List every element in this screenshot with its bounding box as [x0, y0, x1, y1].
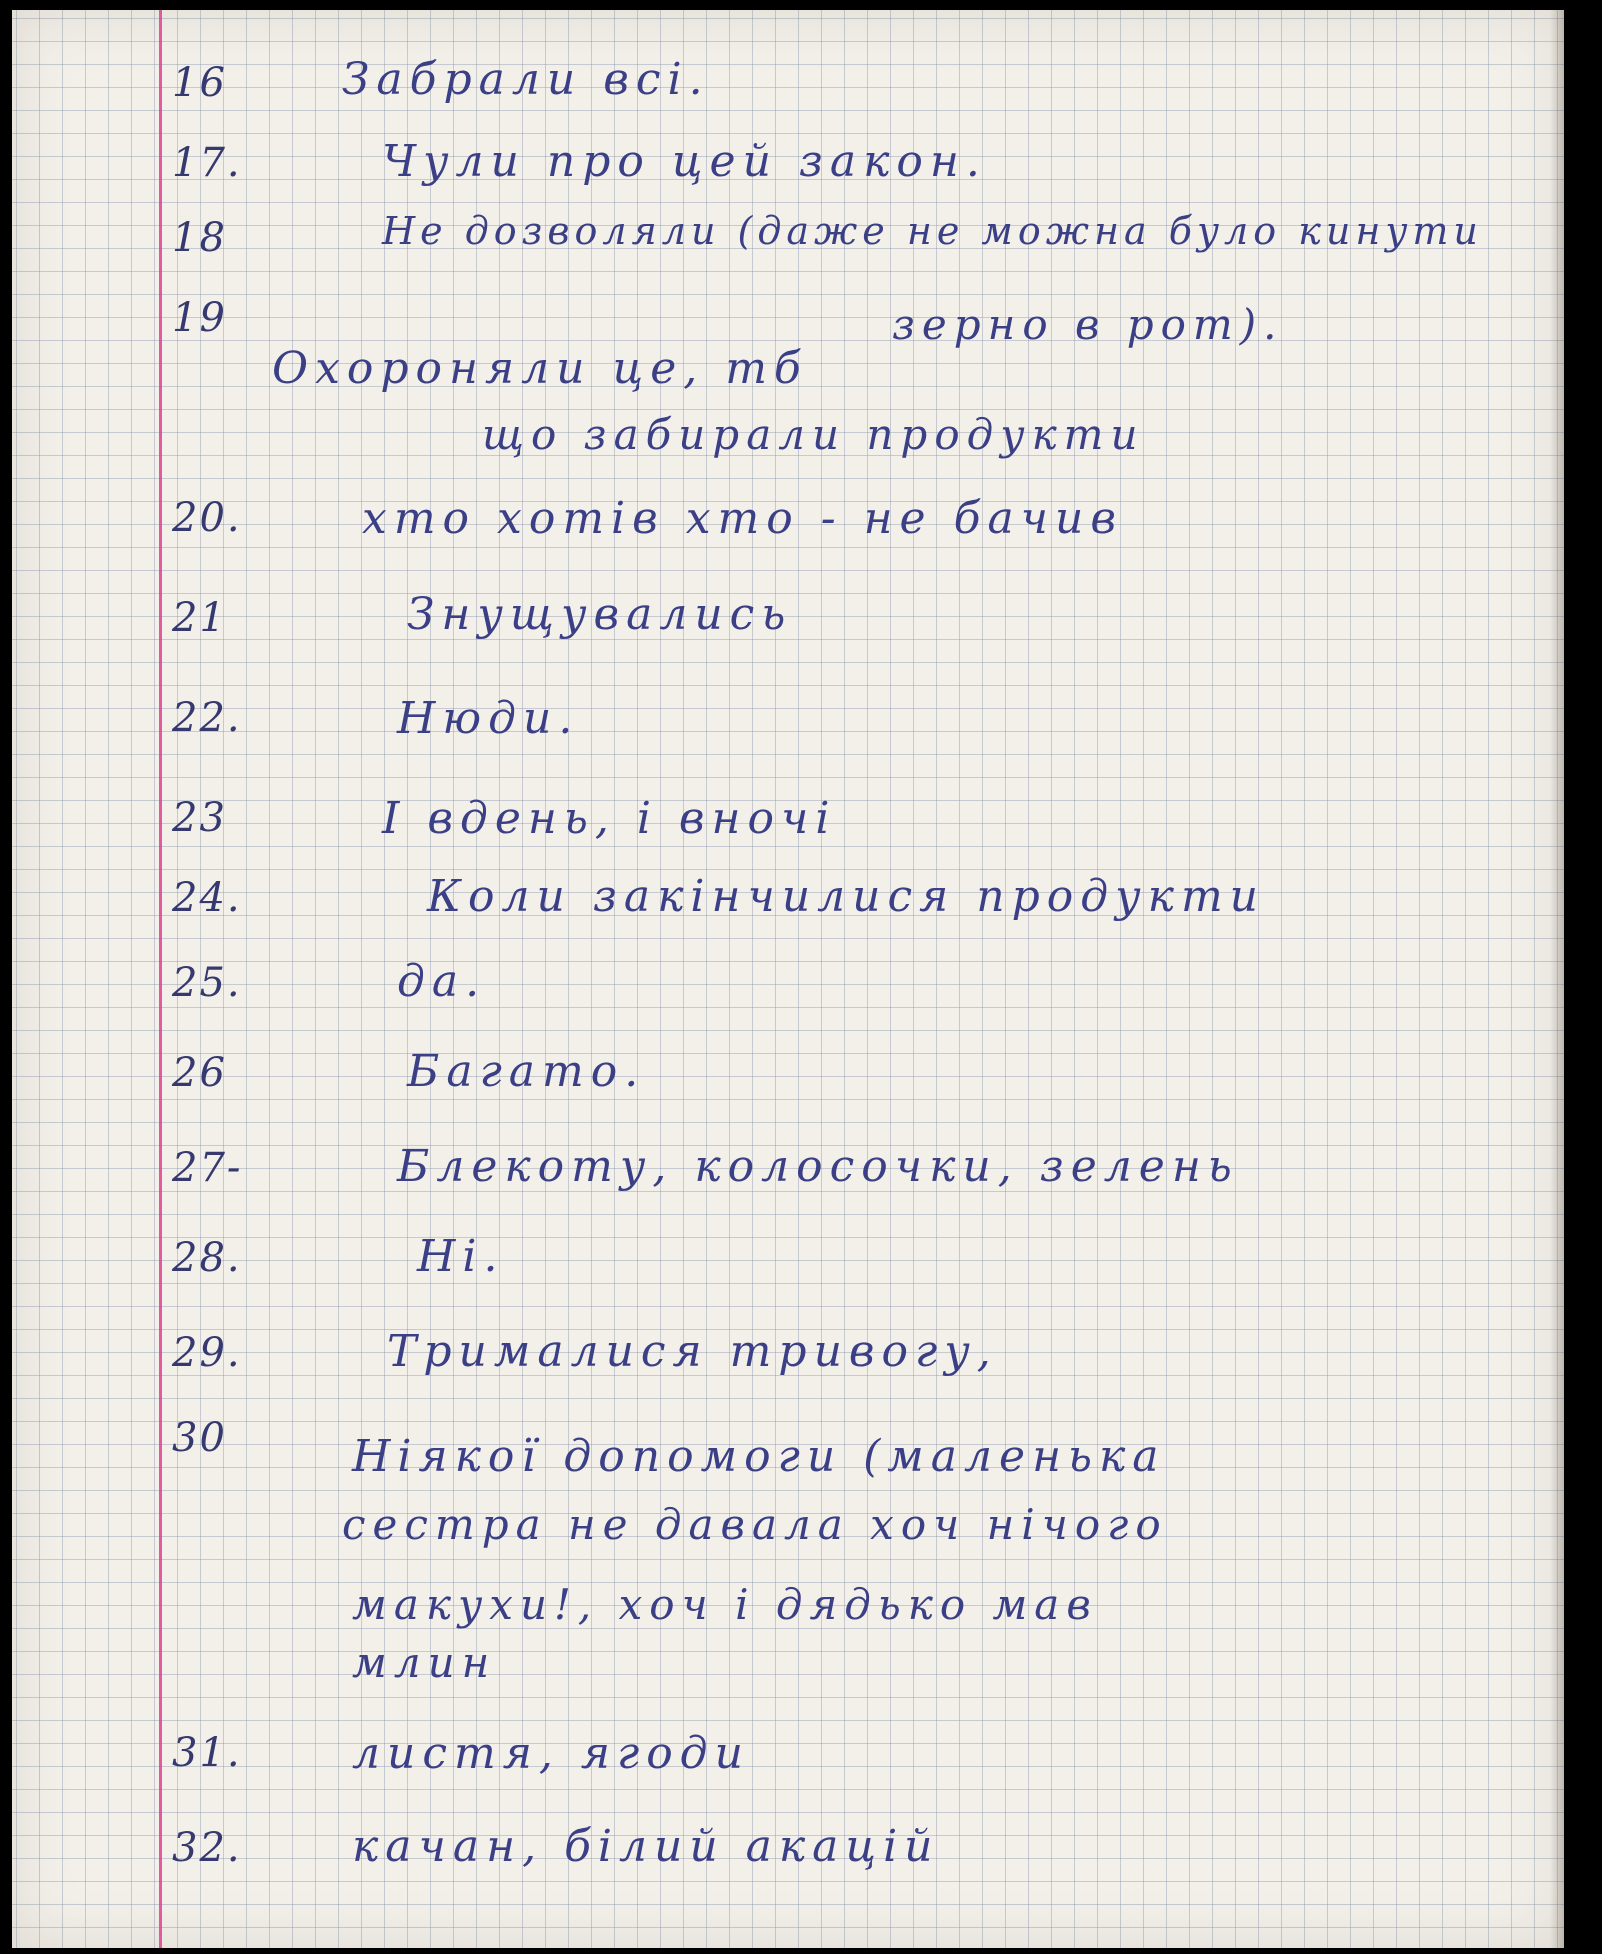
line-number: 23 [172, 795, 227, 841]
line-text: листя, ягоди [352, 1728, 750, 1779]
answer-line-16 [12, 54, 1564, 120]
line-number: 30 [172, 1415, 227, 1461]
line-number: 24. [172, 875, 242, 921]
line-number: 22. [172, 695, 242, 741]
line-text: Охороняли це, тб [272, 343, 808, 394]
line-text: Коли закінчилися продукти [427, 871, 1266, 922]
line-text: макухи!, хоч і дядько мав [352, 1580, 1098, 1629]
line-number: 19 [172, 295, 227, 341]
answer-line-18 [12, 209, 1564, 275]
answer-line-21 [12, 589, 1564, 655]
line-text: Чули про цей закон. [382, 136, 987, 187]
line-number: 27- [172, 1145, 243, 1191]
line-number: 26 [172, 1050, 227, 1096]
line-text: качан, білий акацій [352, 1821, 940, 1872]
answer-line-31 [12, 1730, 1564, 1790]
line-number: 31. [172, 1730, 242, 1776]
line-number: 32. [172, 1825, 242, 1871]
line-text: І вдень, і вночі [382, 793, 837, 844]
answer-line-20 [12, 495, 1564, 555]
line-text: да. [397, 956, 487, 1007]
line-text: Трималися тривогу, [387, 1326, 998, 1377]
line-number: 25. [172, 960, 242, 1006]
line-text: сестра не давала хоч нічого [342, 1500, 1168, 1549]
answer-line-19-continued [12, 410, 1564, 470]
answer-line-17 [12, 136, 1564, 200]
line-number: 28. [172, 1235, 242, 1281]
answer-line-29 [12, 1326, 1564, 1390]
answer-line-26 [12, 1046, 1564, 1110]
answer-line-27 [12, 1141, 1564, 1205]
answer-line-22 [12, 695, 1564, 755]
line-number: 29. [172, 1330, 242, 1376]
line-number: 18 [172, 215, 227, 261]
answer-line-30-continued-1 [12, 1500, 1564, 1560]
answer-line-25 [12, 956, 1564, 1020]
line-text: Ніякої допомоги (маленька [352, 1431, 1166, 1482]
line-number: 16 [172, 60, 227, 106]
line-text: млин [352, 1638, 497, 1687]
notebook-page [12, 10, 1564, 1948]
answer-line-30-continued-3 [12, 1640, 1564, 1700]
line-text: що забирали продукти [482, 410, 1145, 459]
answer-line-28 [12, 1231, 1564, 1295]
line-text: зерно в рот). [892, 300, 1284, 349]
answer-line-23 [12, 795, 1564, 855]
line-text: Знущувались [407, 589, 793, 640]
line-number: 21 [172, 595, 227, 641]
page-edge-shadow [1550, 10, 1564, 1948]
answer-line-24 [12, 871, 1564, 935]
line-text: Не дозволяли (даже не можна було кинути [382, 209, 1483, 253]
line-text: Нюди. [397, 693, 580, 744]
line-text: Ні. [417, 1231, 505, 1282]
line-text: Багато. [407, 1046, 646, 1097]
line-number: 20. [172, 495, 242, 541]
answer-line-30-continued-2 [12, 1580, 1564, 1640]
line-number: 17. [172, 140, 242, 186]
line-text: Блекоту, колосочки, зелень [397, 1141, 1239, 1192]
line-text: хто хотів хто - не бачив [362, 493, 1123, 544]
answer-line-32 [12, 1821, 1564, 1885]
line-text: Забрали всі. [342, 54, 710, 105]
answer-line-30 [12, 1415, 1564, 1485]
answer-line-19 [12, 295, 1564, 394]
